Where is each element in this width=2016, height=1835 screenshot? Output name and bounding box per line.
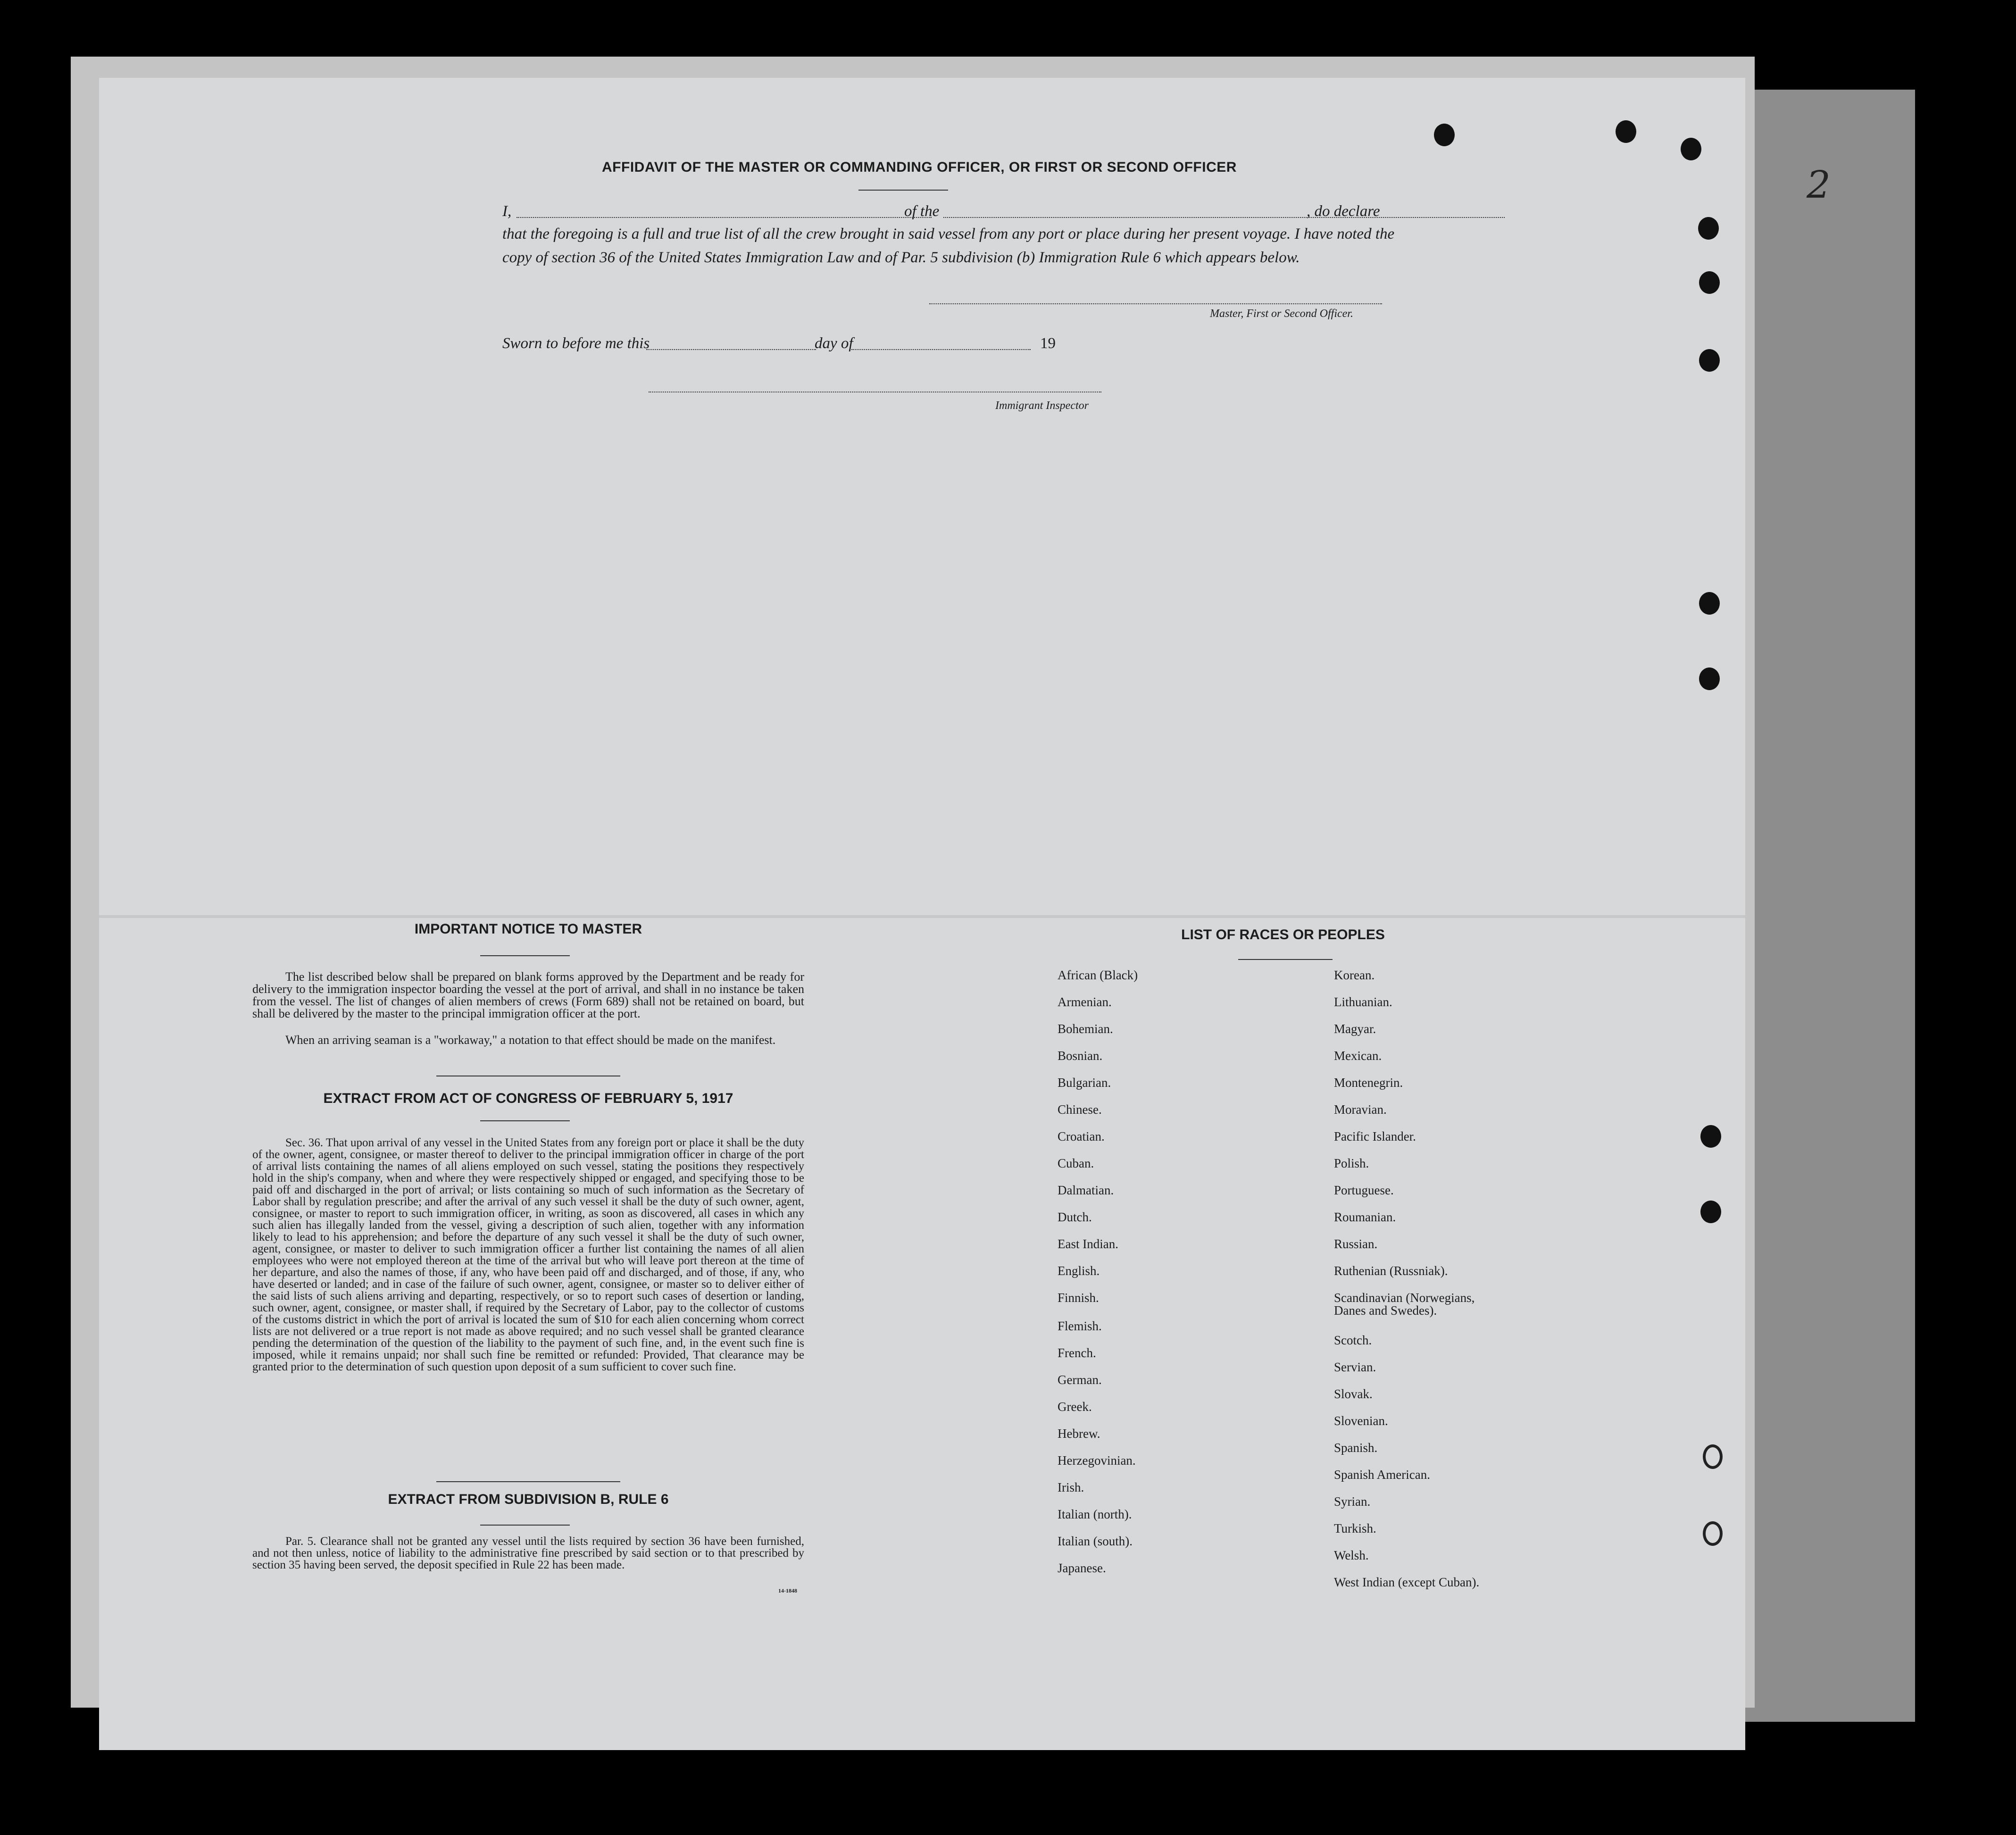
punch-hole-ring bbox=[1703, 1444, 1723, 1469]
sworn-day-of: day of bbox=[815, 335, 853, 352]
act-extract-heading: EXTRACT FROM ACT OF CONGRESS OF FEBRUARY 5, 1917 bbox=[323, 1091, 733, 1106]
affidavit-i-label: I, bbox=[502, 203, 512, 220]
title-underline bbox=[858, 190, 948, 191]
race-item: Japanese. bbox=[1058, 1561, 1106, 1575]
punch-hole bbox=[1616, 120, 1636, 143]
race-item: Russian. bbox=[1334, 1237, 1378, 1251]
punch-hole bbox=[1434, 124, 1455, 146]
notice-underline bbox=[480, 955, 570, 956]
signature-caption: Master, First or Second Officer. bbox=[1210, 308, 1353, 320]
race-item: Slovenian. bbox=[1334, 1414, 1388, 1428]
rule-extract-separator bbox=[436, 1481, 620, 1482]
back-sheet-number: 2 bbox=[1807, 163, 1831, 207]
rule-extract-text: Par. 5. Clearance shall not be granted any vessel until the lists required by section 36 have been furnished, and not then unless, notice of liability to the administrative fine prescribed by said section or to that prescribed by section 35 having been served, the deposit specified in Rule 22 has been made. bbox=[252, 1535, 804, 1571]
affidavit-line-3: copy of section 36 of the United States Immigration Law and of Par. 5 subdivision (b) Immigration Rule 6 which appears below. bbox=[502, 249, 1300, 266]
races-column-2 bbox=[1334, 969, 1617, 1592]
races-heading: LIST OF RACES OR PEOPLES bbox=[1181, 927, 1385, 943]
race-item: Armenian. bbox=[1058, 995, 1112, 1009]
punch-hole-ring bbox=[1703, 1521, 1723, 1546]
race-item: Lithuanian. bbox=[1334, 995, 1392, 1009]
race-item: Chinese. bbox=[1058, 1102, 1102, 1117]
race-item: Scotch. bbox=[1334, 1333, 1372, 1347]
race-item: Servian. bbox=[1334, 1360, 1376, 1374]
punch-hole bbox=[1699, 271, 1720, 294]
race-item: English. bbox=[1058, 1264, 1100, 1278]
notice-heading: IMPORTANT NOTICE TO MASTER bbox=[414, 921, 642, 937]
page-fold bbox=[99, 915, 1745, 918]
race-item: Syrian. bbox=[1334, 1494, 1371, 1509]
race-item: Scandinavian (Norwegians, Danes and Swedes). bbox=[1334, 1291, 1475, 1318]
race-item: Cuban. bbox=[1058, 1156, 1094, 1170]
race-item: German. bbox=[1058, 1373, 1102, 1387]
race-item: Bohemian. bbox=[1058, 1022, 1113, 1036]
race-item: Turkish. bbox=[1334, 1521, 1376, 1535]
notice-paragraph-1: The list described below shall be prepared on blank forms approved by the Department and be ready for delivery to the immigration inspector boarding the vessel at the port of arrival, and shall in no instance be taken from the vessel. The list of changes of alien members of crews (Form 689) shall not be retained on board, but shall be delivered by the master to the principal immigration officer at the port. bbox=[252, 970, 804, 1020]
punch-hole bbox=[1681, 138, 1701, 160]
races-column-1 bbox=[1058, 969, 1293, 1592]
race-item: Korean. bbox=[1334, 968, 1375, 982]
punch-hole bbox=[1700, 1125, 1721, 1148]
name-blank bbox=[516, 217, 932, 218]
race-item: Polish. bbox=[1334, 1156, 1369, 1170]
race-item: Finnish. bbox=[1058, 1291, 1099, 1305]
race-item: Italian (north). bbox=[1058, 1507, 1132, 1521]
race-item: Spanish. bbox=[1334, 1441, 1378, 1455]
race-item: Spanish American. bbox=[1334, 1468, 1430, 1482]
punch-hole bbox=[1699, 349, 1720, 372]
race-item: Slovak. bbox=[1334, 1387, 1373, 1401]
race-item: French. bbox=[1058, 1346, 1096, 1360]
race-item: Pacific Islander. bbox=[1334, 1129, 1416, 1143]
act-extract-text: Sec. 36. That upon arrival of any vessel in the United States from any foreign port or place it shall be the duty of the owner, agent, consignee, or master thereof to deliver to the principal immigration officer in charge of the port of arrival lists containing the names of all aliens employed on such vessel, stating the positions they respectively hold in the ship's company, when and where they were respectively shipped or engaged, and specifying those to be paid off and discharged in the port of arrival; or lists containing so much of such information as the Secretary of Labor shall by regulation prescribe; and after the arrival of any such vessel it shall be the duty of such owner, agent, consignee, or master to report to such immigration officer, in writing, as soon as discovered, all cases in which any such alien has illegally landed from the vessel, giving a description of such alien, together with any information likely to lead to his apprehension; and before the departure of any such vessel it shall be the duty of such owner, agent, consignee, or master to deliver to such immigration officer a further list containing the names of all alien employees who were not employed thereon at the time of the arrival but who will leave port thereon at the time of her departure, and also the names of those, if any, who have been paid off and discharged, and of those, if any, who have deserted or landed; and in case of the failure of such owner, agent, consignee, or master so to deliver either of the said lists of such aliens arriving and departing, respectively, or so to report such cases of desertion or landing, such owner, agent, consignee, or master shall, if required by the Secretary of Labor, pay to the collector of customs of the customs district in which the port of arrival is located the sum of $10 for each alien concerning whom correct lists are not delivered or a true report is not made as above required; and no such vessel shall be granted clearance pending the determination of the question of the liability to the payment of such fine, and, in the event such fine is imposed, while it remains unpaid; nor shall such fine be remitted or refunded: Provided, That clearance may be granted prior to the determination of such question upon deposit of a sum sufficient to cover such fine. bbox=[252, 1136, 804, 1373]
rule-extract-underline bbox=[480, 1525, 570, 1526]
punch-hole bbox=[1698, 217, 1719, 240]
race-item: Croatian. bbox=[1058, 1129, 1105, 1143]
race-item: Bosnian. bbox=[1058, 1049, 1103, 1063]
act-extract-underline bbox=[480, 1120, 570, 1121]
rule-extract-heading: EXTRACT FROM SUBDIVISION B, RULE 6 bbox=[388, 1492, 669, 1507]
race-item: Italian (south). bbox=[1058, 1534, 1133, 1548]
inspector-caption: Immigrant Inspector bbox=[995, 400, 1089, 412]
affidavit-line-2: that the foregoing is a full and true list of all the crew brought in said vessel from any port or place during her present voyage. I have noted the bbox=[502, 225, 1395, 242]
race-item: Welsh. bbox=[1334, 1548, 1369, 1562]
race-item: Portuguese. bbox=[1334, 1183, 1394, 1197]
race-item: Magyar. bbox=[1334, 1022, 1376, 1036]
race-item: Greek. bbox=[1058, 1400, 1092, 1414]
race-item: Bulgarian. bbox=[1058, 1076, 1111, 1090]
affidavit-declare-label: , do declare bbox=[1307, 203, 1380, 220]
race-item: Roumanian. bbox=[1334, 1210, 1396, 1224]
race-item: Ruthenian (Russniak). bbox=[1334, 1264, 1448, 1278]
sworn-year: 19 bbox=[1040, 335, 1056, 352]
race-item: Mexican. bbox=[1334, 1049, 1382, 1063]
race-item: East Indian. bbox=[1058, 1237, 1118, 1251]
punch-hole bbox=[1699, 592, 1720, 615]
notice-paragraph-2: When an arriving seaman is a "workaway," a notation to that effect should be made on the manifest. bbox=[285, 1033, 776, 1047]
race-item: Dalmatian. bbox=[1058, 1183, 1114, 1197]
affidavit-of-label: of the bbox=[904, 203, 940, 220]
sworn-day-blank bbox=[646, 349, 816, 350]
race-item: Moravian. bbox=[1334, 1102, 1387, 1117]
race-item: Irish. bbox=[1058, 1480, 1084, 1494]
form-code: 14-1848 bbox=[778, 1587, 797, 1594]
race-item: Hebrew. bbox=[1058, 1426, 1100, 1441]
race-item: African (Black) bbox=[1058, 968, 1138, 982]
race-item: West Indian (except Cuban). bbox=[1334, 1575, 1480, 1589]
sworn-month-blank bbox=[851, 349, 1031, 350]
race-item: Montenegrin. bbox=[1334, 1076, 1403, 1090]
affidavit-line-1 bbox=[502, 203, 1573, 222]
punch-hole bbox=[1700, 1201, 1721, 1223]
race-item: Herzegovinian. bbox=[1058, 1453, 1136, 1468]
races-underline bbox=[1238, 959, 1333, 960]
signature-line bbox=[929, 303, 1382, 304]
punch-hole bbox=[1699, 667, 1720, 690]
race-item: Dutch. bbox=[1058, 1210, 1092, 1224]
sworn-label: Sworn to before me this bbox=[502, 335, 650, 352]
affidavit-title: AFFIDAVIT OF THE MASTER OR COMMANDING OFFICER, OR FIRST OR SECOND OFFICER bbox=[602, 159, 1237, 175]
vessel-blank bbox=[943, 217, 1505, 218]
race-item: Flemish. bbox=[1058, 1319, 1102, 1333]
